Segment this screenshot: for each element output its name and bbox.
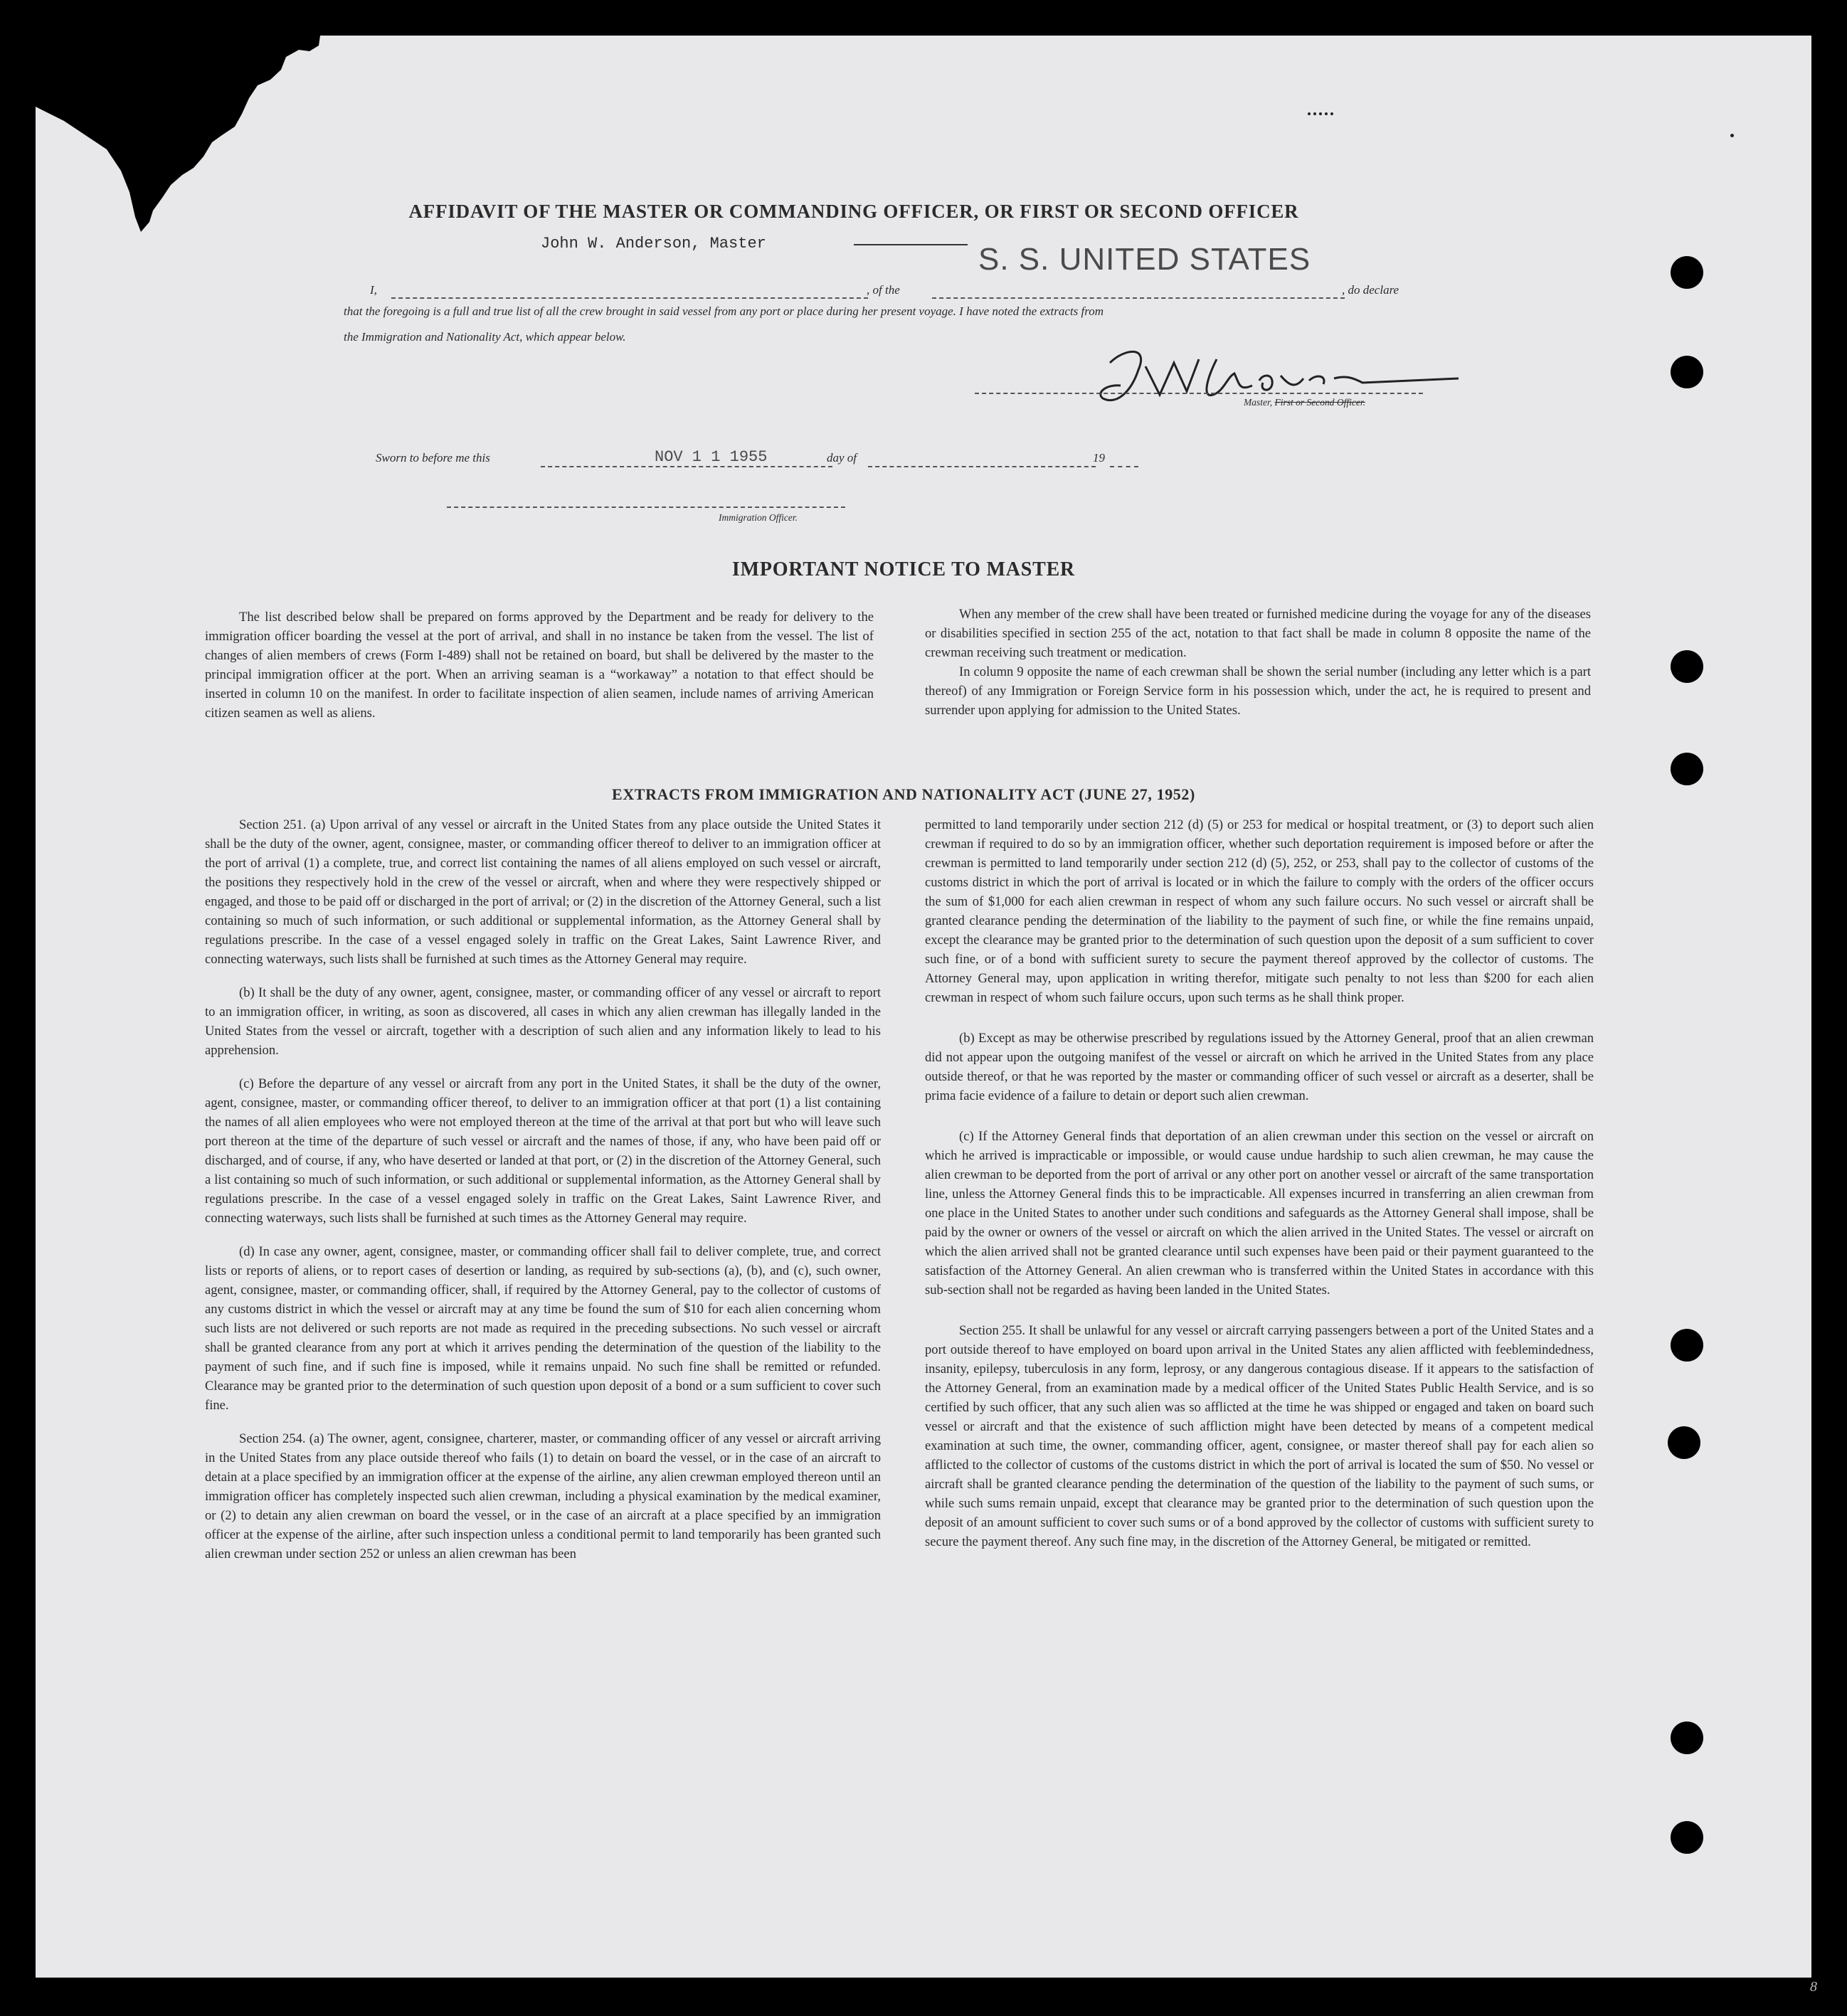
notice-left-paragraph: The list described below shall be prepared on forms approved by the Department and be ready for delivery to the immigration officer boarding the vessel at the port of arrival, and shall in no instance be taken from the vessel. The list of changes of alien members of crews (Form I-489) shall not be retained on board, but shall be delivered by the master to the principal immigration officer at the port. When an arriving seaman is a “workaway” a notation to that effect should be inserted in column 10 on the manifest. In order to facilitate inspection of alien seamen, include names of arriving American citizen seamen as well as aliens.	[205, 610, 874, 721]
declaration-text-2: the Immigration and Nationality Act, which appear below.	[344, 330, 626, 344]
punch-hole	[1671, 256, 1703, 289]
document-page	[36, 36, 1811, 1978]
officer-line	[447, 506, 845, 508]
section-254-a-cont: permitted to land temporarily under section 212 (d) (5) or 253 for medical or hospital treatment, or (3) to deport such alien crewman if required to do so by an immigration officer, whether such deportation requirement is imposed before or after the crewman is permitted to land temporarily under section 212 (d) (5), 252, or 253, shall pay to the collector of customs of the customs district in which the port of arrival is located or in which the failure to comply with the orders of the officer occurs the sum of $1,000 for each alien crewman in respect of whom any such failure occurs. No such vessel or aircraft shall be granted clearance pending the determination of the liability to the payment of such fine, or while the fine remains unpaid, except the clearance may be granted prior to the determination of such question upon the deposit of a sum sufficient to cover such fine, or of a bond with sufficient surety to secure the payment thereof approved by the collector of customs. The Attorney General may, upon application in writing therefor, mitigate such penalty to not less than $200 for each alien crewman in respect of whom such failure occurs, upon such terms as he shall think proper.	[925, 817, 1594, 1005]
section-255: Section 255. It shall be unlawful for any vessel or aircraft carrying passengers between a port of the United States and a port outside thereof to have employed on board upon arrival in the United States any alien afflicted with feeblemindedness, insanity, epilepsy, tuberculosis in any form, leprosy, or any dangerous contagious disease. If it appears to the satisfaction of the Attorney General, from an examination made by a medical officer of the United States Public Health Service, and is so certified by such officer, that any such alien was so afflicted at the time he was shipped or engaged and taken on board such vessel or aircraft and that the existence of such affliction might have been detected by means of a competent medical examination at such time, the owner, commanding officer, agent, consignee, or master thereof shall pay for each alien so afflicted to the collector of customs of the customs district in which the port of arrival is located the sum of $50. No vessel or aircraft shall be granted clearance pending the determination of the question of the liability to the payment of such sums, or while such sums remain unpaid, except that clearance may be granted prior to the determination of such question upon the deposit of an amount sufficient to cover such sums or of a bond approved by the collector of customs with sufficient surety to secure the payment thereof. Any such fine may, in the discretion of the Attorney General, be mitigated or remitted.	[925, 1323, 1594, 1549]
speck-mark	[1308, 112, 1333, 118]
affidavit-title: AFFIDAVIT OF THE MASTER OR COMMANDING OFFICER, OR FIRST OR SECOND OFFICER	[408, 201, 1299, 222]
section-251-b: (b) It shall be the duty of any owner, agent, consignee, master, or commanding officer of any vessel or aircraft to report to an immigration officer, in writing, as soon as discovered, all cases in which any alien crewman has illegally landed in the United States from the vessel or aircraft, together with a description of such alien and any information likely to lead to his apprehension.	[205, 985, 881, 1058]
month-line	[868, 466, 1096, 467]
name-line	[391, 297, 868, 299]
do-declare-label: , do declare	[1342, 283, 1399, 297]
year-prefix: 19	[1093, 451, 1105, 465]
signature-line	[975, 393, 1423, 394]
punch-hole	[1671, 356, 1703, 388]
corner-mark: 8	[1810, 1979, 1817, 1995]
of-the-label: , of the	[867, 283, 900, 297]
officer-caption: Immigration Officer.	[719, 512, 798, 523]
caption-struck: First or Second Officer.	[1274, 397, 1365, 408]
declaration-text-1: that the foregoing is a full and true list of all the crew brought in said vessel from any port or place during her present voyage. I have noted the extracts from	[344, 304, 1104, 318]
year-line	[1110, 466, 1138, 467]
extracts-right-column	[925, 815, 1594, 1566]
section-254-a: Section 254. (a) The owner, agent, consignee, charterer, master, or commanding officer of any vessel or aircraft arriving in the United States from any place outside thereof who fails (1) to detain on board the vessel, or in the case of an aircraft to detain at a place specified by an immigration officer at the expense of the airline, any alien crewman employed thereon until an immigration officer has completely inspected such alien crewman, including a physical examination by the medical examiner, or (2) to detain any alien crewman on board the vessel, or in the case of an aircraft at a place specified by an immigration officer at the expense of the airline, after such inspection unless a conditional permit to land temporarily has been granted such alien crewman under section 252 or unless an alien crewman has been	[205, 1431, 881, 1561]
torn-corner	[36, 36, 334, 235]
punch-hole	[1671, 1821, 1703, 1854]
section-251-d: (d) In case any owner, agent, consignee, master, or commanding officer shall fail to deliver complete, true, and correct lists or reports of aliens, or to report cases of desertion or landing, as required by sub-sections (a), (b), and (c), such owner, agent, consignee, master, or commanding officer, shall, if required by the Attorney General, pay to the collector of customs of any customs district in which the vessel or aircraft may at any time be found the sum of $10 for each alien concerning whom such lists are not delivered or such reports are not made as required in the preceding subsections. No such vessel or aircraft shall be granted clearance from any port at which it arrives pending the determination of the question of the liability to the payment of such fine, and if such fine is imposed, while it remains unpaid. No such fine shall be remitted or refunded. Clearance may be granted prior to the determination of such question upon deposit of a bond or a sum sufficient to cover such fine.	[205, 1244, 881, 1413]
signature	[1081, 341, 1480, 423]
section-251-c: (c) Before the departure of any vessel or aircraft from any port in the United States, it shall be the duty of the owner, agent, consignee, master, or commanding officer thereof, to deliver to an immigration officer at that port (1) a list containing the names of all alien employees who were not employed thereon at the time of the arrival at that port but who will leave such port thereon at the time of the departure of such vessel or aircraft and the names of those, if any, who have been paid off or discharged, and of course, if any, who have deserted or landed at that port, or (2) in the discretion of the Attorney General, such a list containing so much of such information, or such additional or supplemental information, as the Attorney General shall by regulations prescribe. In the case of a vessel engaged solely in traffic on the Great Lakes, Saint Lawrence River, and connecting waterways, such lists shall be furnished at such times as the Attorney General may require.	[205, 1076, 881, 1226]
notice-right-paragraph-2: In column 9 opposite the name of each crewman shall be shown the serial number (including any letter which is a part thereof) of any Immigration or Foreign Service form in his possession which, under the act, he is required to present and surrender upon applying for admission to the United States.	[925, 664, 1591, 718]
caption-master: Master,	[1244, 397, 1273, 408]
speck-mark	[1730, 134, 1734, 137]
sworn-label: Sworn to before me this	[376, 451, 490, 465]
extracts-heading: EXTRACTS FROM IMMIGRATION AND NATIONALITY ACT (JUNE 27, 1952)	[612, 785, 1195, 803]
punch-hole	[1671, 753, 1703, 785]
punch-hole	[1671, 650, 1703, 683]
notice-right-column	[925, 605, 1591, 734]
punch-hole	[1671, 1329, 1703, 1362]
declare-prefix: I,	[370, 283, 377, 297]
vessel-stamp: S. S. UNITED STATES	[978, 242, 1311, 277]
sworn-day-line	[541, 466, 832, 467]
vessel-line	[932, 297, 1345, 299]
typed-underline	[854, 244, 968, 245]
section-251-a: Section 251. (a) Upon arrival of any vessel or aircraft in the United States from any place outside the United States it shall be the duty of the owner, agent, consignee, master, or commanding officer thereof to deliver to an immigration officer at the port of arrival (1) a complete, true, and correct list containing the names of all aliens employed on such vessel or aircraft, the positions they respectively hold in the crew of the vessel or aircraft, when and where they were respectively shipped or engaged, and those to be paid off or discharged in the port of arrival; or (2) in the discretion of the Attorney General, such a list containing so much of such information, or such additional or supplemental information, as the Attorney General shall by regulations prescribe. In the case of a vessel engaged solely in traffic on the Great Lakes, Saint Lawrence River, and connecting waterways, such lists shall be furnished at such times as the Attorney General may require.	[205, 817, 881, 967]
day-of-label: day of	[827, 451, 857, 465]
typed-master-name: John W. Anderson, Master	[541, 235, 766, 253]
notice-heading: IMPORTANT NOTICE TO MASTER	[731, 558, 1076, 580]
section-254-c: (c) If the Attorney General finds that deportation of an alien crewman under this section on the vessel or aircraft on which he arrived is impracticable or impossible, or would cause undue hardship to such alien crewman, he may cause the alien crewman to be deported from the port of arrival or any other port on another vessel or aircraft of the same transportation line, unless the Attorney General finds this to be impracticable. All expenses incurred in transferring an alien crewman from one place in the United States to another under such conditions and safeguards as the Attorney General shall impose, shall be paid by the owner or owners of the vessel or aircraft on which the alien arrived in the United States. The vessel or aircraft on which the alien arrived shall not be granted clearance until such expenses have been paid or their payment guaranteed to the satisfaction of the Attorney General. An alien crewman who is transferred within the United States in accordance with this sub-section shall not be regarded as having been landed in the United States.	[925, 1129, 1594, 1298]
notice-left-column	[205, 608, 874, 737]
section-254-b: (b) Except as may be otherwise prescribed by regulations issued by the Attorney General, proof that an alien crewman did not appear upon the outgoing manifest of the vessel or aircraft on which he arrived in the United States from any place outside thereof, or that he was reported by the master or commanding officer of such vessel or aircraft as a deserter, shall be prima facie evidence of a failure to detain or deport such alien crewman.	[925, 1031, 1594, 1103]
punch-hole	[1671, 1721, 1703, 1754]
extracts-left-column	[205, 815, 881, 1578]
punch-hole	[1668, 1426, 1700, 1459]
notice-right-paragraph-1: When any member of the crew shall have been treated or furnished medicine during the voyage for any of the diseases or disabilities specified in section 255 of the act, notation to that fact shall be made in column 8 opposite the name of the crewman receiving such treatment or medication.	[925, 607, 1591, 660]
signature-caption	[1244, 397, 1365, 408]
sworn-date-stamp: NOV 1 1 1955	[655, 448, 768, 466]
